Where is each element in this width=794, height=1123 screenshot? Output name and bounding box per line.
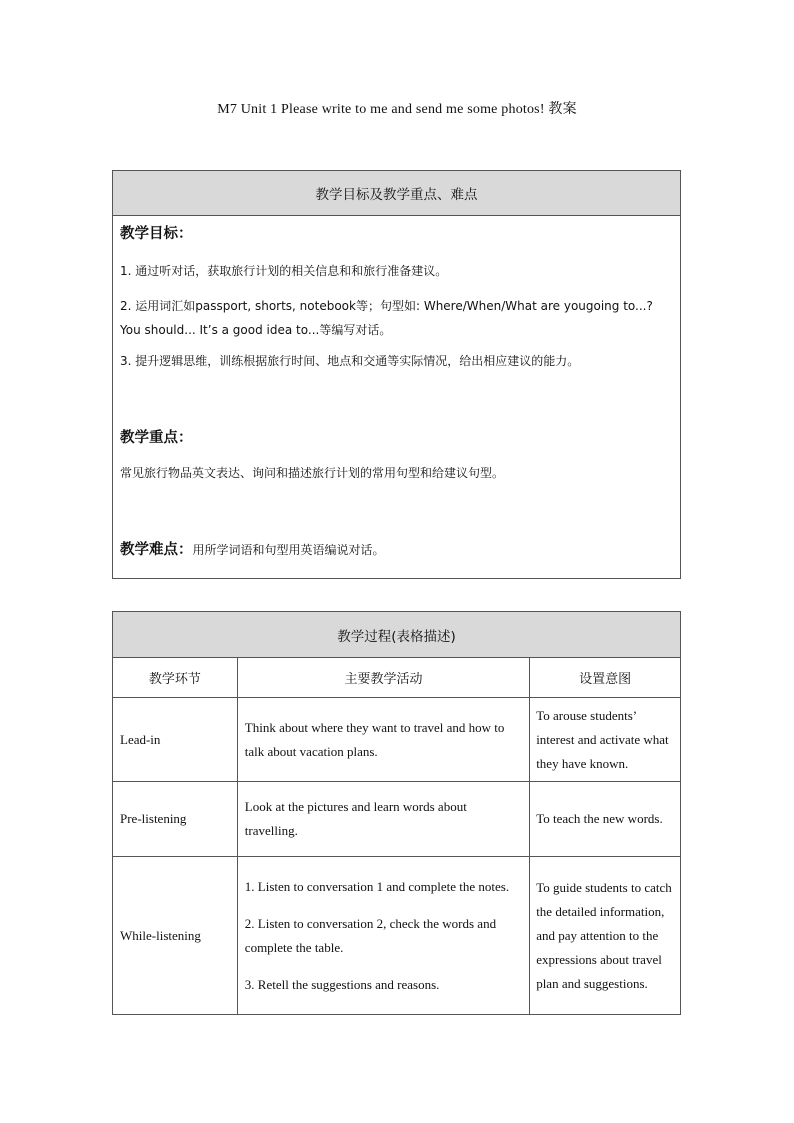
activity-item: Think about where they want to travel and how to talk about vacation plans. [244, 719, 505, 759]
table-row [113, 698, 681, 782]
activities-cell [237, 698, 529, 782]
activity-item: Look at the pictures and learn words about travelling. [244, 799, 467, 838]
document-title: M7 Unit 1 Please write to me and send me some photos! 教案 [217, 102, 577, 117]
process-table-header: 教学过程(表格描述) [113, 612, 681, 658]
objectives-cell [113, 216, 681, 579]
activities-cell [237, 782, 529, 857]
purpose-cell [530, 698, 681, 782]
goal-item-2-text: 2. 运用词汇如passport, shorts, notebook等；句型如: Where/When/What are yougoing to...? You should... It’s a good idea to...等编写对话。 [120, 299, 653, 337]
objectives-table-header: 教学目标及教学重点、难点 [113, 171, 681, 216]
goal-item-3: 3. 提升逻辑思维，训练根据旅行时间、地点和交通等实际情况，给出相应建议的能力。 [120, 354, 580, 368]
key-points-text: 常见旅行物品英文表达、询问和描述旅行计划的常用句型和给建议句型。 [120, 466, 505, 480]
key-points-heading: 教学重点： [120, 430, 193, 446]
stage-cell: Lead-in [113, 698, 238, 782]
goal-item-1: 1. 通过听对话，获取旅行计划的相关信息和和旅行准备建议。 [120, 264, 448, 278]
table-row [113, 857, 681, 1015]
goal-item-2 [120, 294, 673, 342]
column-header-stage: 教学环节 [113, 658, 238, 698]
purpose-text: To guide students to catch the detailed information, and pay attention to the expressions about travel plan and suggestions. [536, 879, 672, 991]
goals-heading: 教学目标： [120, 226, 193, 242]
stage-cell: Pre-listening [113, 782, 238, 857]
process-table [112, 611, 681, 1015]
activity-item: 2. Listen to conversation 2, check the words and complete the table. [244, 915, 497, 955]
purpose-cell [530, 857, 681, 1015]
activity-item: 3. Retell the suggestions and reasons. [244, 976, 440, 992]
purpose-text: To arouse students’ interest and activate what they have known. [536, 707, 669, 771]
objectives-table [112, 170, 681, 579]
column-header-purpose: 设置意图 [530, 658, 681, 698]
difficulty-heading: 教学难点： [120, 542, 193, 558]
purpose-text: To teach the new words. [536, 811, 663, 826]
stage-cell: While-listening [113, 857, 238, 1015]
activity-item: 1. Listen to conversation 1 and complete the notes. [244, 878, 510, 894]
activities-cell [237, 857, 529, 1015]
difficulty-line [120, 538, 673, 559]
purpose-cell [530, 782, 681, 857]
column-header-activities: 主要教学活动 [237, 658, 529, 698]
table-row [113, 782, 681, 857]
difficulty-text: 用所学词语和句型用英语编说对话。 [192, 543, 385, 557]
